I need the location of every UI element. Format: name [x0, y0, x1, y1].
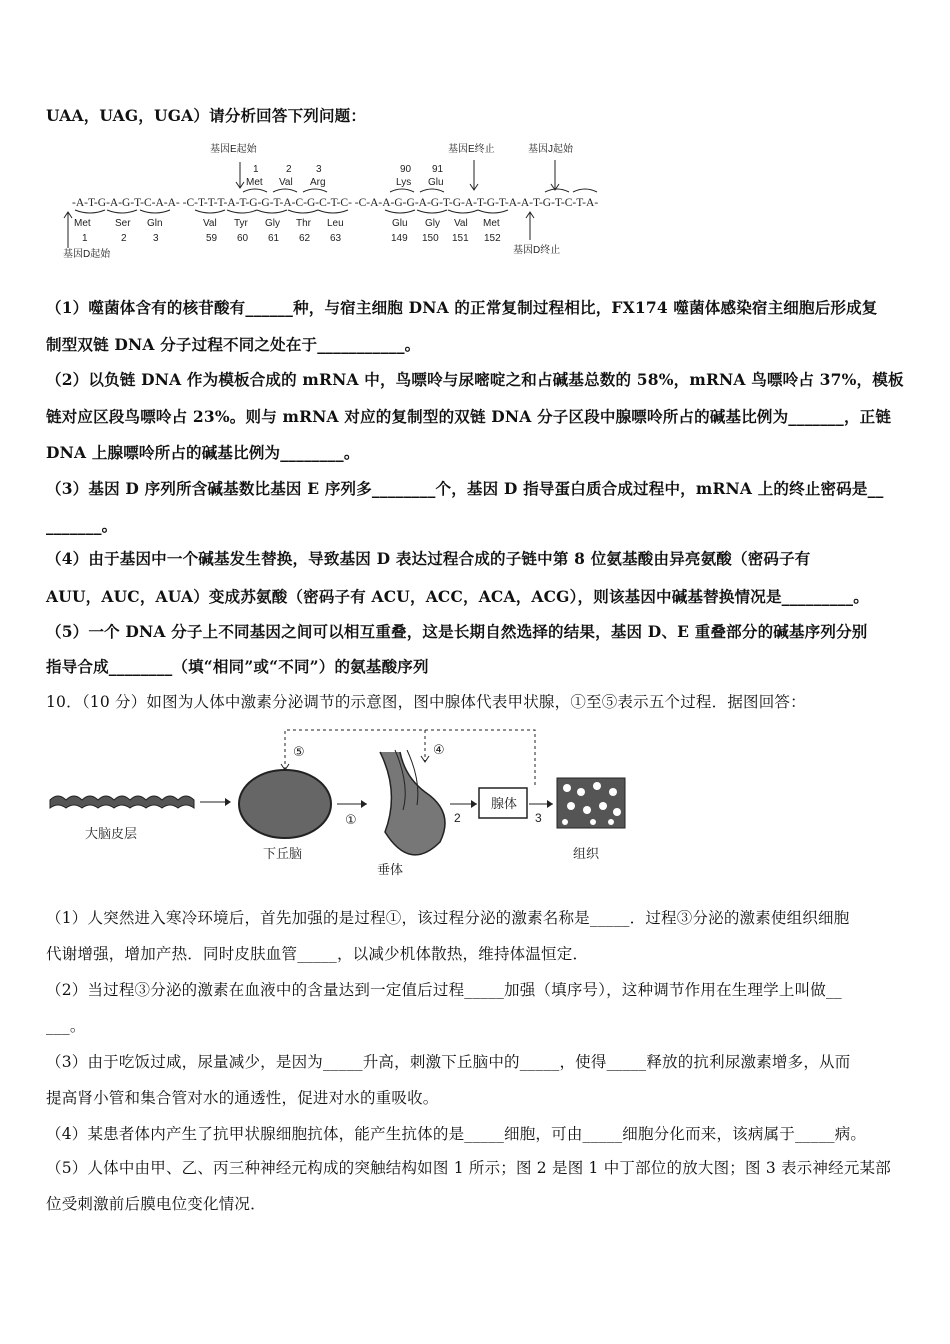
- bottom-aa-val: Val: [203, 218, 217, 229]
- process-2-label: 2: [454, 811, 461, 825]
- bottom-num-3: 3: [153, 233, 159, 244]
- codon-aa-val: Val: [279, 177, 293, 188]
- cortex-label: 大脑皮层: [85, 826, 138, 841]
- q9-line-9: AUU，AUC，AUA）变成苏氨酸（密码子有 ACU，ACC，ACA，ACG），则该基因中碱基替换情况是_________。: [46, 587, 869, 606]
- gene-overlap-figure: [60, 140, 640, 265]
- q9-line-11: 指导合成________（填“相同”或“不同”）的氨基酸序列: [46, 657, 429, 676]
- codon-num-2: 2: [286, 164, 292, 175]
- bottom-num-2: 2: [121, 233, 127, 244]
- process-1-label: ①: [345, 812, 357, 827]
- q9-line-8: （4）由于基因中一个碱基发生替换，导致基因 D 表达过程合成的子链中第 8 位氨基酸由异亮氨酸（密码子有: [46, 549, 811, 568]
- brain-cortex-shape: [50, 796, 194, 808]
- q10-line-9: 位受刺激前后膜电位变化情况．: [46, 1195, 266, 1213]
- gene-d-start-label: 基因D起始: [63, 249, 111, 260]
- q9-line-5: DNA 上腺嘌呤所占的碱基比例为________。: [46, 443, 360, 462]
- pituitary-label: 垂体: [377, 862, 404, 877]
- q10-line-1: （1）人突然进入寒冷环境后，首先加强的是过程①，该过程分泌的激素名称是_____．过程③分泌的激素使组织细胞: [46, 909, 850, 927]
- gene-j-start-label: 基因J起始: [528, 144, 573, 155]
- q10-line-4: ___。: [46, 1017, 86, 1035]
- codon-aa-met: Met: [246, 177, 263, 188]
- codon-num-90: 90: [400, 164, 412, 175]
- pituitary-shape: [380, 752, 445, 855]
- codon-num-91: 91: [432, 164, 444, 175]
- q9-line-10: （5）一个 DNA 分子上不同基因之间可以相互重叠，这是长期自然选择的结果，基因 D、E 重叠部分的碱基序列分别: [46, 622, 868, 641]
- codon-num-3: 3: [316, 164, 322, 175]
- bottom-aa-glu: Glu: [392, 218, 408, 229]
- process-3-label: 3: [535, 811, 542, 825]
- bottom-num-152: 152: [484, 233, 501, 244]
- q9-line-4: 链对应区段鸟嘌呤占 23%。则与 mRNA 对应的复制型的双链 DNA 分子区段中腺嘌呤所占的碱基比例为_______，正链: [46, 407, 892, 426]
- intro-text: UAA，UAG，UGA）请分析回答下列问题：: [46, 106, 367, 125]
- q9-line-1: （1）噬菌体含有的核苷酸有______种，与宿主细胞 DNA 的正常复制过程相比，FX174 噬菌体感染宿主细胞后形成复: [46, 298, 878, 317]
- q10-line-6: 提高肾小管和集合管对水的通透性，促进对水的重吸收。: [46, 1089, 439, 1107]
- codon-num-1: 1: [253, 164, 259, 175]
- q10-line-3: （2）当过程③分泌的激素在血液中的含量达到一定值后过程_____加强（填序号），这种调节作用在生理学上叫做__: [46, 981, 842, 999]
- gene-e-end-label: 基因E终止: [448, 144, 495, 155]
- tissue-label: 组织: [573, 846, 600, 861]
- gland-label: 腺体: [491, 796, 518, 811]
- gene-e-start-label: 基因E起始: [210, 144, 257, 155]
- dna-sequence: -A-T-G-A-G-T-C-A-A- -C-T-T-T-A-T-G-G-T-A-C-G-C-T-C- -C-A-A-G-G-A-G-T-G-A-T-G-T-A-A-T-G-T-C-T-A-: [72, 197, 599, 209]
- bottom-aa-tyr: Tyr: [234, 218, 248, 229]
- q10-line-8: （5）人体中由甲、乙、丙三种神经元构成的突触结构如图 1 所示；图 2 是图 1 中丁部位的放大图；图 3 表示神经元某部: [46, 1159, 891, 1177]
- bottom-num-59: 59: [206, 233, 218, 244]
- bottom-aa-leu: Leu: [327, 218, 344, 229]
- bottom-num-63: 63: [330, 233, 342, 244]
- bottom-num-1: 1: [82, 233, 88, 244]
- process-5-label: ⑤: [293, 744, 305, 759]
- bottom-num-61: 61: [268, 233, 280, 244]
- hypothalamus-label: 下丘脑: [263, 846, 303, 861]
- bottom-aa-gly: Gly: [265, 218, 280, 229]
- bottom-num-60: 60: [237, 233, 249, 244]
- q9-line-7: _______。: [46, 516, 118, 535]
- bottom-num-62: 62: [299, 233, 311, 244]
- q10-line-2: 代谢增强，增加产热．同时皮肤血管_____，以减少机体散热，维持体温恒定．: [46, 945, 589, 963]
- q10-title: 10．（10 分）如图为人体中激素分泌调节的示意图，图中腺体代表甲状腺，①至⑤表示五个过程．据图回答：: [46, 693, 806, 711]
- codon-aa-glu: Glu: [428, 177, 444, 188]
- bottom-aa-thr: Thr: [296, 218, 311, 229]
- bottom-aa-gln: Gln: [147, 218, 163, 229]
- codon-aa-lys: Lys: [396, 177, 412, 188]
- hypothalamus-shape: [239, 770, 331, 838]
- bottom-num-150: 150: [422, 233, 439, 244]
- codon-aa-arg: Arg: [310, 177, 326, 188]
- bottom-aa-met2: Met: [483, 218, 500, 229]
- hormone-regulation-figure: [45, 722, 635, 882]
- q10-line-5: （3）由于吃饭过咸，尿量减少，是因为_____升高，刺激下丘脑中的_____，使得_____释放的抗利尿激素增多，从而: [46, 1053, 851, 1071]
- bottom-aa-ser: Ser: [115, 218, 131, 229]
- q9-line-3: （2）以负链 DNA 作为模板合成的 mRNA 中，鸟嘌呤与尿嘧啶之和占碱基总数的 58%，mRNA 鸟嘌呤占 37%，模板: [46, 370, 904, 389]
- bottom-num-151: 151: [452, 233, 469, 244]
- bottom-aa-met: Met: [74, 218, 91, 229]
- bottom-num-149: 149: [391, 233, 408, 244]
- bottom-aa-val2: Val: [454, 218, 468, 229]
- q10-line-7: （4）某患者体内产生了抗甲状腺细胞抗体，能产生抗体的是_____细胞，可由_____细胞分化而来，该病属于_____病。: [46, 1125, 867, 1143]
- gene-d-end-label: 基因D终止: [513, 245, 561, 256]
- bottom-aa-gly2: Gly: [425, 218, 440, 229]
- process-4-label: ④: [433, 742, 445, 757]
- q9-line-6: （3）基因 D 序列所含碱基数比基因 E 序列多________个，基因 D 指导蛋白质合成过程中，mRNA 上的终止密码是__: [46, 479, 884, 498]
- q9-line-2: 制型双链 DNA 分子过程不同之处在于___________。: [46, 335, 421, 354]
